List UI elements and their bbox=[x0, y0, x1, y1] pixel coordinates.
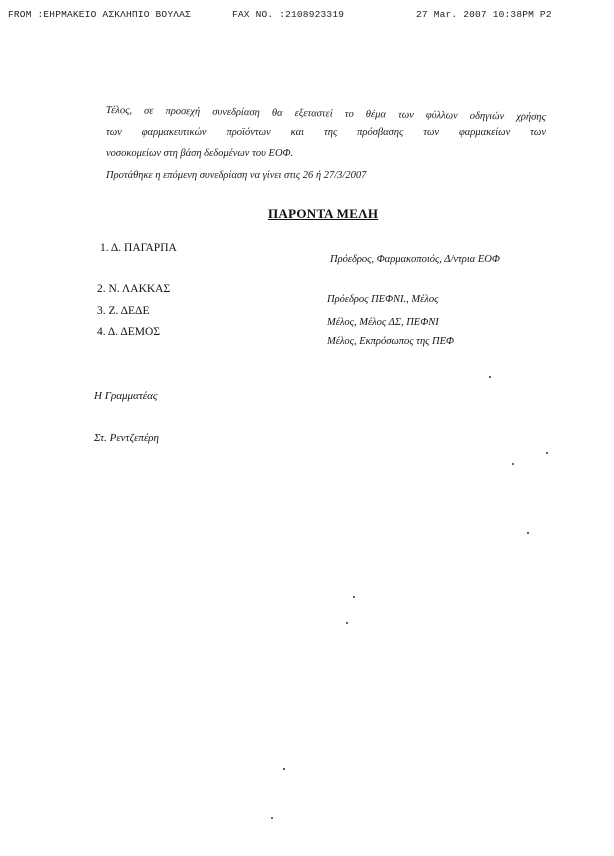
member-name-4: 4. Δ. ΔΕΜΟΣ bbox=[97, 326, 161, 338]
fax-number: FAX NO. :2108923319 bbox=[232, 9, 345, 20]
body-line-2: των φαρμακευτικών προϊόντων και της πρόσβασης των φαρμακείων των bbox=[106, 127, 546, 138]
secretary-label: Η Γραμματέας bbox=[94, 390, 158, 402]
body-line-1: Τέλος, σε προσεχή συνεδρίαση θα εξεταστεί το θέμα των φύλλων οδηγιών χρήσης bbox=[105, 104, 546, 123]
scan-speck bbox=[271, 817, 273, 819]
scan-speck bbox=[283, 768, 285, 770]
member-name-3: 3. Ζ. ΔΕΔΕ bbox=[97, 305, 150, 317]
scan-speck bbox=[512, 463, 514, 465]
secretary-name: Στ. Ρεντζεπέρη bbox=[94, 432, 160, 444]
scan-speck bbox=[489, 376, 491, 378]
scan-speck bbox=[546, 452, 548, 454]
body-line-4: Προτάθηκε η επόμενη συνεδρίαση να γίνει στις 26 ή 27/3/2007 bbox=[106, 170, 367, 181]
member-role-2: Πρόεδρος ΠΕΦΝΙ., Μέλος bbox=[327, 294, 439, 305]
member-role-4: Μέλος, Εκπρόσωπος της ΠΕΦ bbox=[327, 336, 455, 347]
member-role-1: Πρόεδρος, Φαρμακοποιός, Δ/ντρια ΕΟΦ bbox=[330, 254, 500, 265]
member-name-2: 2. Ν. ΛΑΚΚΑΣ bbox=[97, 283, 171, 295]
members-title: ΠΑΡΟΝΤΑ ΜΕΛΗ bbox=[268, 206, 379, 221]
scan-speck bbox=[527, 532, 529, 534]
fax-header bbox=[8, 9, 608, 23]
fax-datetime: 27 Mar. 2007 10:38PM P2 bbox=[416, 9, 552, 20]
fax-sender: FROM :ΕΗΡΜΑΚΕΙΟ ΑΣΚΛΗΠΙΟ ΒΟΥΛΑΣ bbox=[8, 9, 191, 20]
scan-speck bbox=[353, 596, 355, 598]
body-line-3: νοσοκομείων στη βάση δεδομένων του ΕΟΦ. bbox=[106, 148, 294, 159]
member-name-1: 1. Δ. ΠΑΓΑΡΠΑ bbox=[100, 242, 177, 254]
member-role-3: Μέλος, Μέλος ΔΣ, ΠΕΦΝΙ bbox=[327, 317, 439, 328]
scan-speck bbox=[346, 622, 348, 624]
